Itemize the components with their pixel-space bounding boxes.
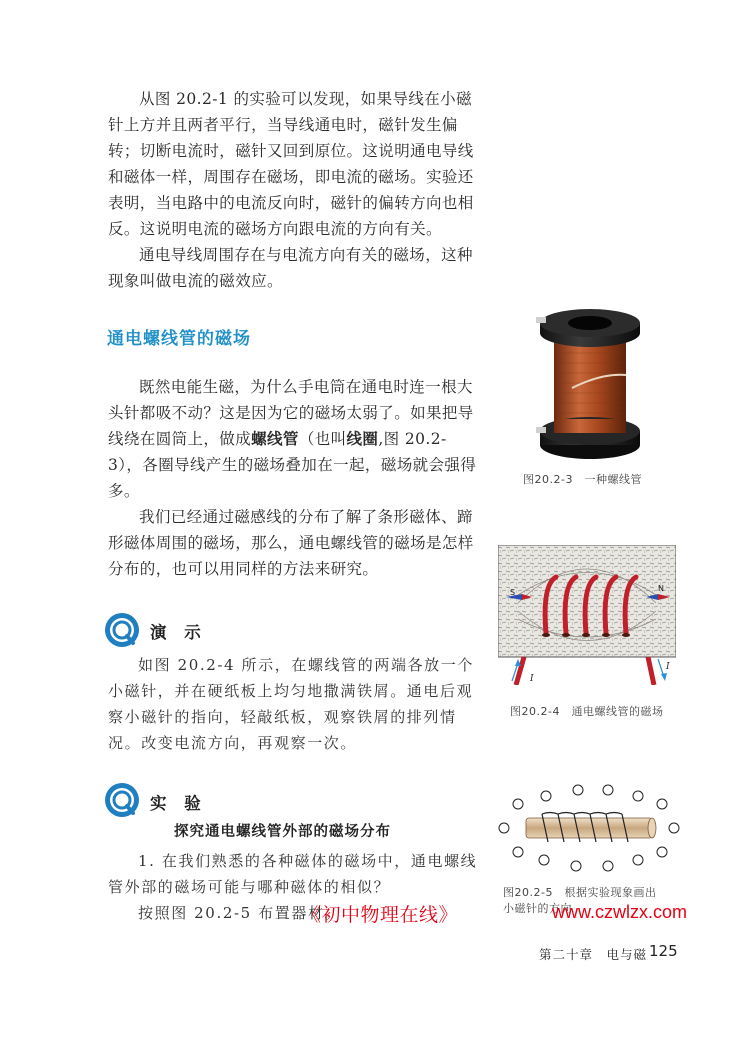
watermark-url[interactable]: www.czwlzx.com — [552, 902, 688, 922]
paragraph-2: 通电导线周围存在与电流方向有关的磁场，这种现象叫做电流的磁效应。 — [108, 246, 473, 290]
term-solenoid: 螺线管 — [251, 429, 299, 448]
paragraph-3-part-c: ,图 20.2-3），各圈导线产生的磁场叠加在一起，磁场就会强得多。 — [108, 430, 477, 500]
term-coil: 线圈 — [346, 429, 379, 448]
experiment-question-2: 按照图 20.2-5 布置器材。 — [138, 904, 342, 922]
figure-compass-diagram — [496, 780, 680, 880]
experiment-subtitle: 探究通电螺线管外部的磁场分布 — [174, 824, 391, 840]
paragraph-3 — [108, 374, 480, 504]
figure-20-2-5-caption-line-2: 小磁针的方向 — [503, 902, 572, 915]
fig4-label-current-right: I — [666, 662, 670, 672]
paragraph-3-part-b: （也叫 — [298, 430, 347, 448]
experiment-question-1: 1. 在我们熟悉的各种磁体的磁场中，通电螺线管外部的磁场可能与哪种磁体的相似？ — [108, 852, 478, 896]
magnifier-icon — [104, 782, 140, 818]
figure-20-2-3-caption: 图20.2-3 一种螺线管 — [523, 473, 642, 486]
magnifier-icon — [104, 612, 140, 648]
demo-title: 演 示 — [150, 623, 207, 642]
fig4-label-current-left: I — [530, 674, 534, 684]
paragraph-solenoid — [108, 374, 480, 582]
figure-20-2-5-caption-line-1: 图20.2-5 根据实验现象画出 — [503, 886, 657, 899]
figure-20-2-4-caption: 图20.2-4 通电螺线管的磁场 — [510, 705, 664, 718]
figure-iron-filings-photo — [498, 545, 676, 685]
figure-solenoid-photo — [532, 303, 644, 463]
fig4-label-south: S — [510, 588, 516, 597]
page-number: 125 — [649, 942, 678, 960]
paragraph-magnetic-effect — [108, 86, 480, 294]
demo-text — [108, 652, 480, 756]
footer-chapter: 第二十章 电与磁 — [539, 947, 648, 962]
fig4-label-north: N — [658, 584, 664, 593]
paragraph-4: 我们已经通过磁感线的分布了解了条形磁体、蹄形磁体周围的磁场，那么，通电螺线管的磁场是怎样分布的，也可以用同样的方法来研究。 — [108, 508, 474, 578]
watermark-site-name: 《初中物理在线》 — [302, 904, 459, 926]
experiment-title: 实 验 — [150, 794, 207, 813]
section-title: 通电螺线管的磁场 — [107, 329, 251, 349]
demo-text-body: 如图 20.2-4 所示，在螺线管的两端各放一个小磁针，并在硬纸板上均匀地撒满铁屑。通电后观察小磁针的指向，轻敲纸板，观察铁屑的排列情况。改变电流方向，再观察一次。 — [108, 656, 474, 752]
paragraph-3-part-a: 既然电能生磁，为什么手电筒在通电时连一根大头针都吸不动？这是因为它的磁场太弱了。如果把导线绕在圆筒上，做成 — [108, 378, 474, 448]
paragraph-1: 从图 20.2-1 的实验可以发现，如果导线在小磁针上方并且两者平行，当导线通电时，磁针发生偏转；切断电流时，磁针又回到原位。这说明通电导线和磁体一样，周围存在磁场，即电流的磁场。实验还表明，当电路中的电流反向时，磁针的偏转方向也相反。这说明电流的磁场方向跟电流的方向有关。 — [108, 90, 474, 238]
